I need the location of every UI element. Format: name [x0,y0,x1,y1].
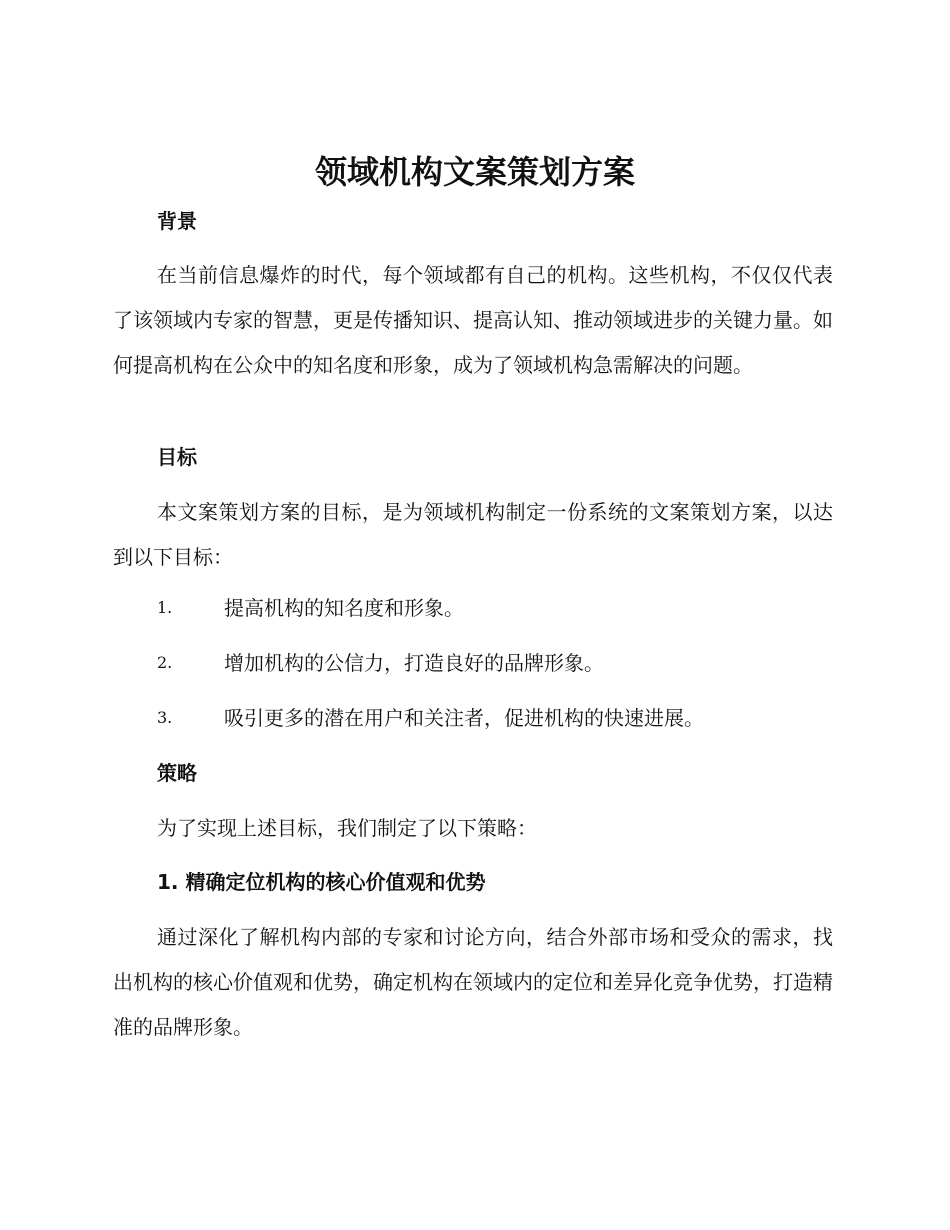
list-item-number: 2. [157,653,173,672]
strategy-paragraph: 通过深化了解机构内部的专家和讨论方向，结合外部市场和受众的需求，找出机构的核心价值观和优势，确定机构在领域内的定位和差异化竞争优势，打造精准的品牌形象。 [113,925,833,1039]
background-paragraph: 在当前信息爆炸的时代，每个领域都有自己的机构。这些机构，不仅仅代表了该领域内专家的智慧，更是传播知识、提高认知、推动领域进步的关键力量。如何提高机构在公众中的知名度和形象，成为了领域机构急需解决的问题。 [113,263,833,377]
list-item-text: 增加机构的公信力，打造良好的品牌形象。 [224,651,604,675]
list-item-text: 提高机构的知名度和形象。 [224,596,464,620]
strategy-sub-heading: 1. 精确定位机构的核心价值观和优势 [157,870,486,894]
section-heading-background: 背景 [157,209,197,233]
section-heading-strategy: 策略 [157,761,197,785]
document-title: 领域机构文案策划方案 [314,153,635,191]
list-item-text: 吸引更多的潜在用户和关注者，促进机构的快速进展。 [224,706,704,730]
list-item-number: 1. [157,598,173,617]
section-heading-goals: 目标 [157,445,197,469]
list-item-number: 3. [157,708,173,727]
goals-paragraph: 本文案策划方案的目标，是为领域机构制定一份系统的文案策划方案，以达到以下目标： [113,500,833,569]
strategy-intro: 为了实现上述目标，我们制定了以下策略： [157,816,537,840]
